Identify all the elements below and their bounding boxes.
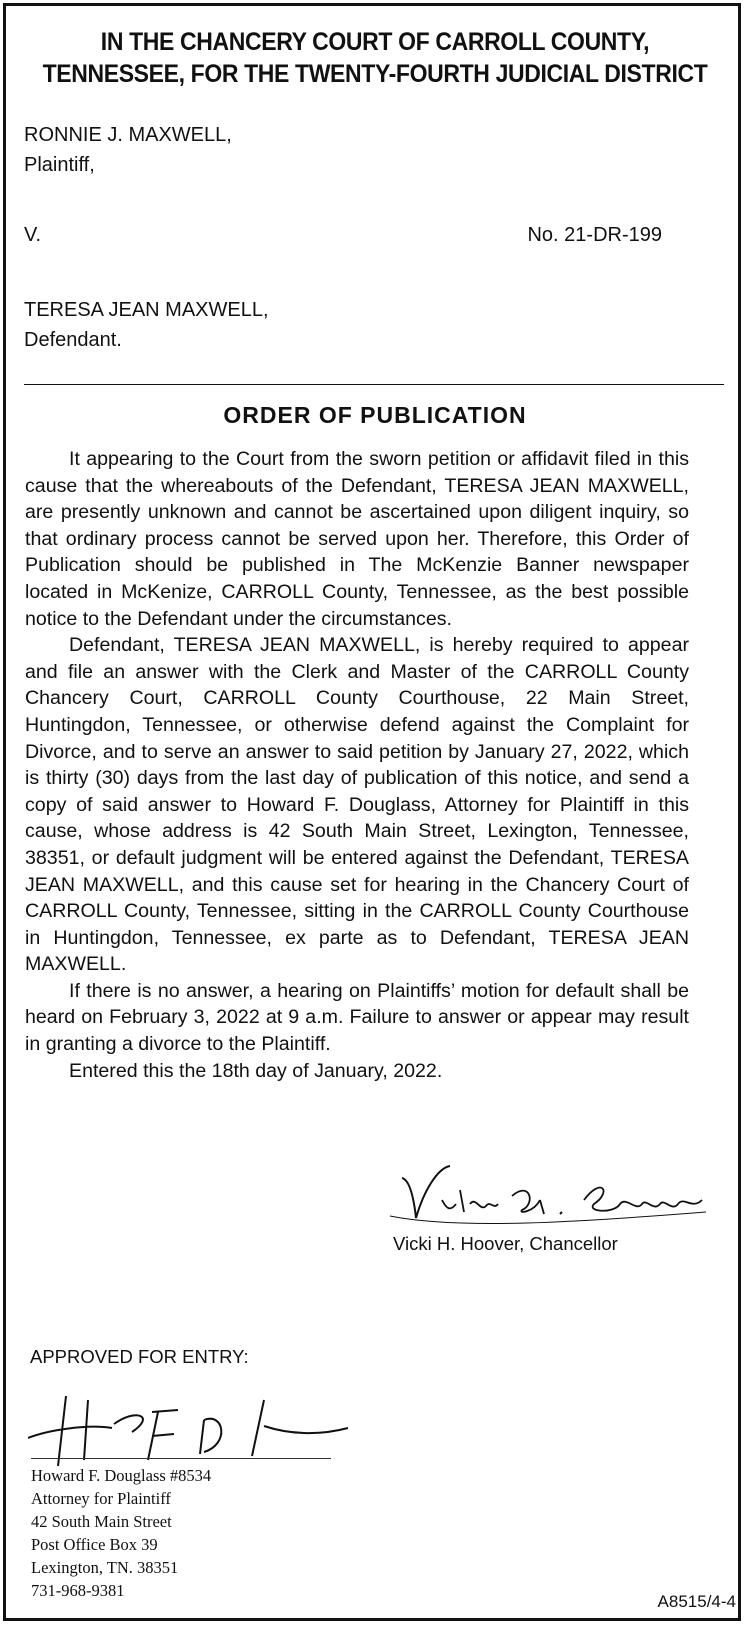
order-title: ORDER OF PUBLICATION xyxy=(223,402,527,428)
ad-code: A8515/4-4 xyxy=(657,1592,736,1611)
attorney-phone: 731-968-9381 xyxy=(31,1581,125,1600)
order-paragraph: Defendant, TERESA JEAN MAXWELL, is hereby required to appear and file an answer with the Clerk and Master of the CARROLL County Chancery Court, CARROLL County Courthouse, 22 Main Street, Huntingdon, Tennessee, or otherwise defend against the Complaint for Divorce, and to serve an answer to said petition by January 27, 2022, which is thirty (30) days from the last day of publication of this notice, and send a copy of said answer to Howard F. Douglass, Attorney for Plaintiff in this cause, whose address is 42 South Main Street, Lexington, Tennessee, 38351, or default judgment will be entered against the Defendant, TERESA JEAN MAXWELL, and this cause set for hearing in the Chancery Court of CARROLL County, Tennessee, sitting in the CARROLL County Courthouse in Huntingdon, Tennessee, ex parte as to Defendant, TERESA JEAN MAXWELL. xyxy=(25,634,689,976)
caption-divider xyxy=(24,384,724,385)
attorney-signature xyxy=(28,1390,358,1475)
defendant-block xyxy=(24,295,269,355)
order-paragraph: Entered this the 18th day of January, 2022. xyxy=(69,1059,443,1082)
attorney-street: 42 South Main Street xyxy=(31,1512,172,1531)
plaintiff-role: Plaintiff, xyxy=(24,154,95,176)
attorney-block xyxy=(31,1464,211,1602)
plaintiff-name: RONNIE J. MAXWELL, xyxy=(24,124,232,146)
case-number: No. 21-DR-199 xyxy=(527,224,662,246)
plaintiff-block xyxy=(24,120,232,180)
defendant-role: Defendant. xyxy=(24,329,122,351)
order-paragraph: If there is no answer, a hearing on Plaintiffs’ motion for default shall be heard on February 3, 2022 at 9 a.m. Failure to answer or appear may result in granting a divorce to the Plaintiff. xyxy=(25,979,689,1056)
order-body xyxy=(25,446,689,1084)
attorney-role: Attorney for Plaintiff xyxy=(31,1489,171,1508)
versus-label: V. xyxy=(24,224,42,246)
attorney-city: Lexington, TN. 38351 xyxy=(31,1558,179,1577)
attorney-signature-line xyxy=(31,1458,331,1459)
order-paragraph: It appearing to the Court from the sworn petition or affidavit filed in this cause that the whereabouts of the Defendant, TERESA JEAN MAXWELL, are presently unknown and cannot be ascertained upon diligent inquiry, so that ordinary process cannot be served upon her. Therefore, this Order of Publication should be published in The McKenzie Banner newspaper located in McKenize, CARROLL County, Tennessee, as the best possible notice to the Defendant under the circumstances. xyxy=(25,448,689,630)
court-heading-line-2: TENNESSEE, FOR THE TWENTY-FOURTH JUDICIAL DISTRICT xyxy=(42,60,708,88)
attorney-name: Howard F. Douglass #8534 xyxy=(31,1466,212,1485)
court-heading xyxy=(30,26,720,90)
chancellor-signature-drawing xyxy=(380,1160,720,1240)
chancellor-name-title: Vicki H. Hoover, Chancellor xyxy=(393,1233,618,1254)
attorney-po-box: Post Office Box 39 xyxy=(31,1535,158,1554)
approved-for-entry: APPROVED FOR ENTRY: xyxy=(30,1346,249,1367)
defendant-name: TERESA JEAN MAXWELL, xyxy=(24,299,269,321)
court-heading-line-1: IN THE CHANCERY COURT OF CARROLL COUNTY, xyxy=(100,28,650,56)
